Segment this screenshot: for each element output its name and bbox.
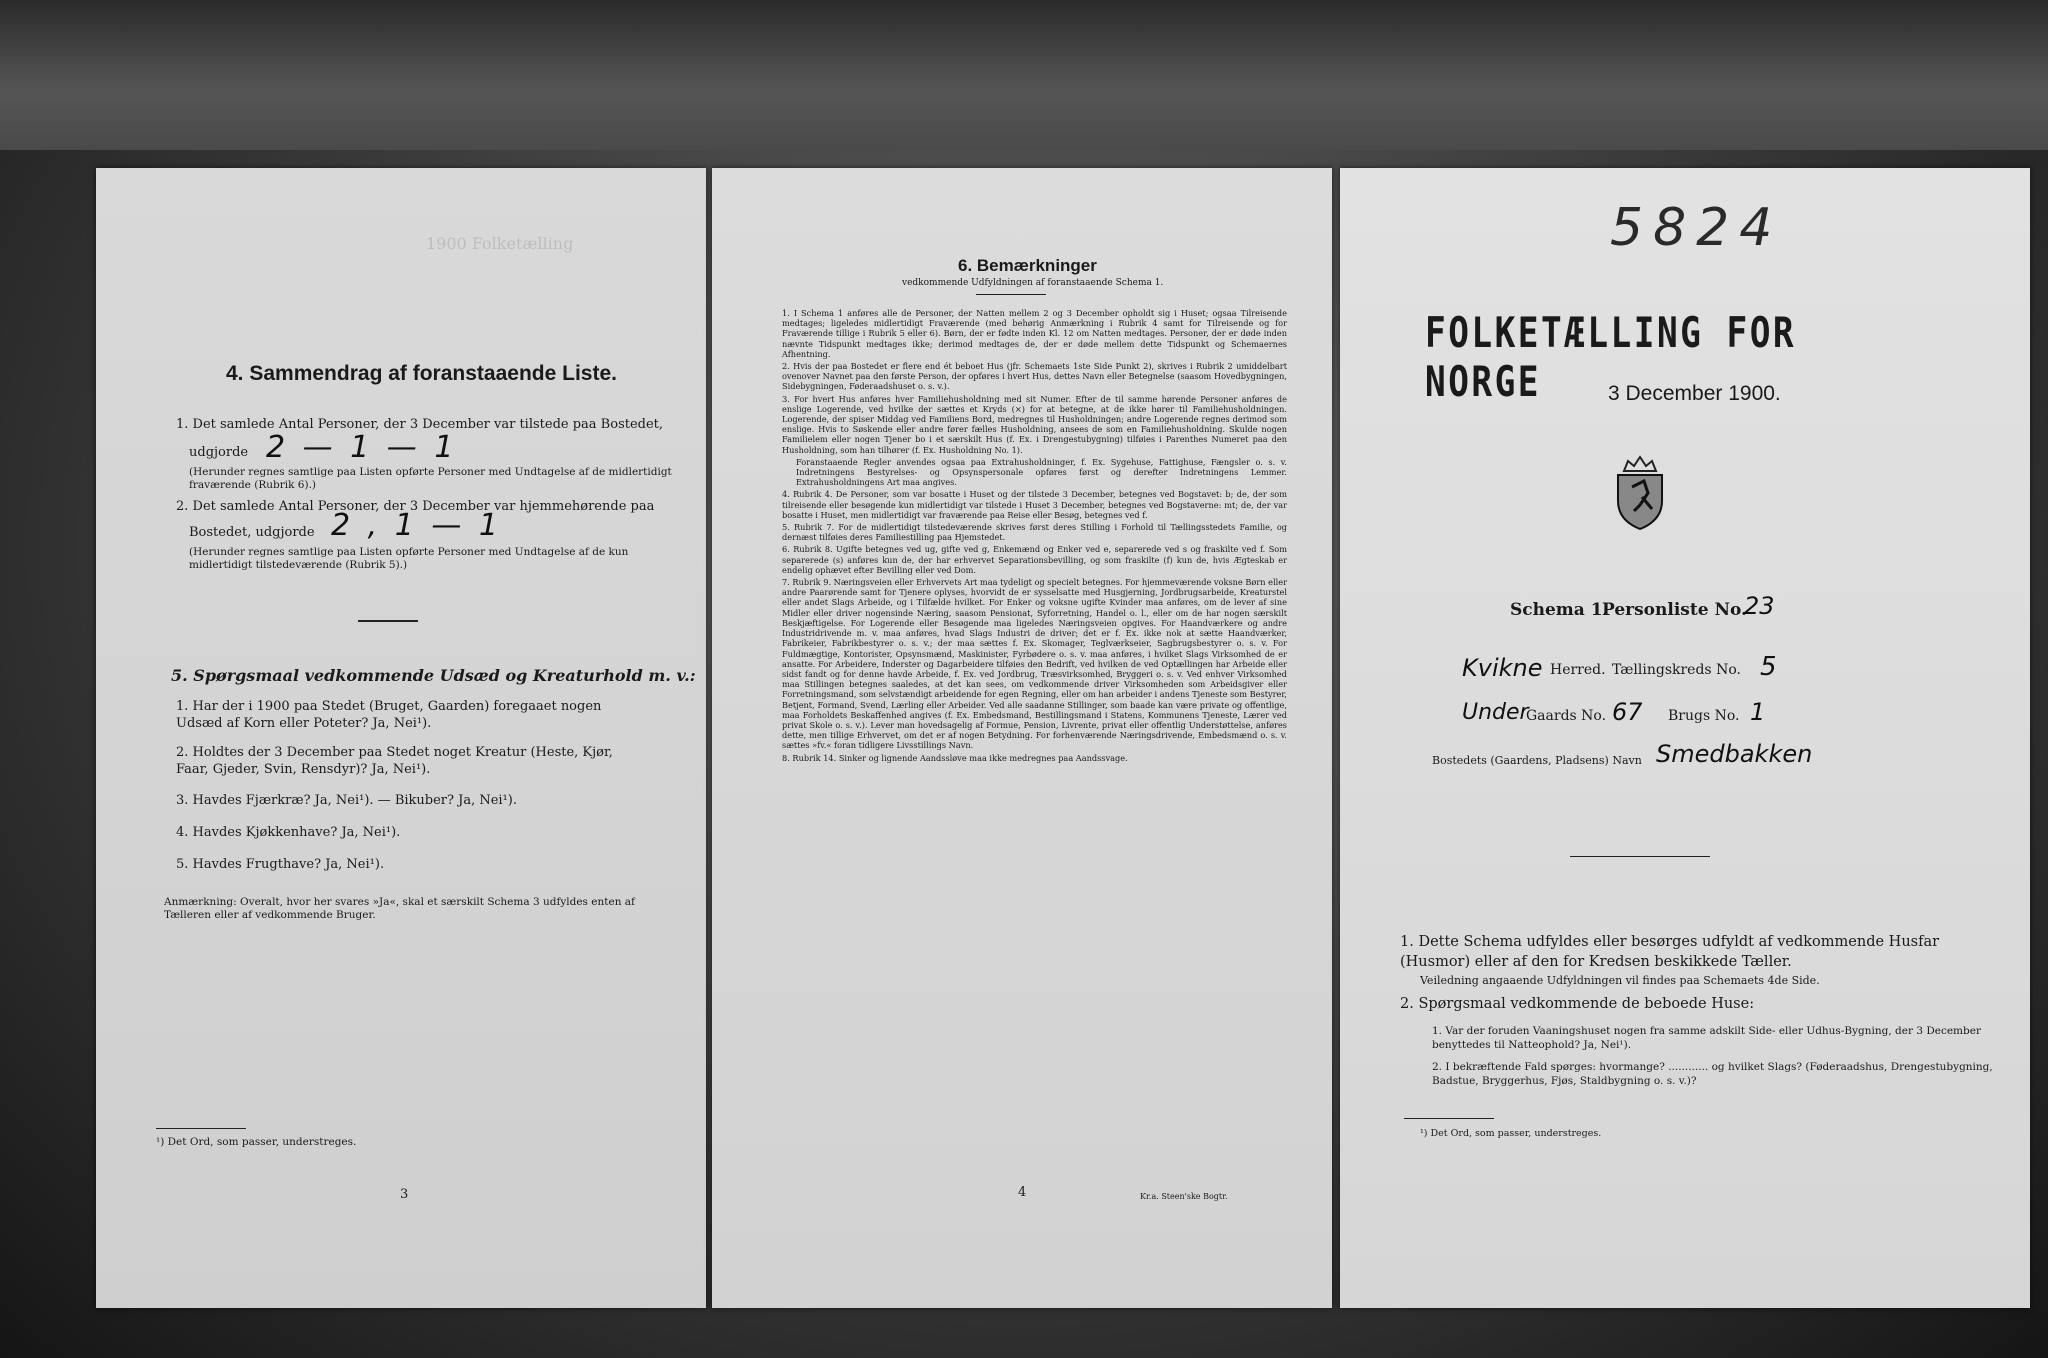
q5-2: 2. Holdtes der 3 December paa Stedet noget Kreatur (Heste, Kjør, Faar, Gjeder, Svin, Rensdyr)? Ja, Nei¹). (176, 745, 613, 777)
faded-header: 1900 Folketælling (426, 234, 574, 253)
herred-written: Kvikne (1462, 654, 1543, 682)
background-band (0, 0, 2048, 150)
q2-text: 2. Det samlede Antal Personer, der 3 December var hjemmehørende paa (176, 499, 655, 514)
bosted-written: Smedbakken (1656, 740, 1813, 768)
footnote-rule (1404, 1118, 1494, 1119)
q5-5: 5. Havdes Frugthave? Ja, Nei¹). (176, 857, 385, 872)
brugs-label: Brugs No. (1668, 708, 1740, 724)
footnote: ¹) Det Ord, som passer, understreges. (156, 1136, 357, 1148)
remarks-title: 6. Bemærkninger (958, 256, 1097, 275)
q1-written-counts: 2 — 1 — 1 (266, 430, 458, 465)
section4-title: 4. Sammendrag af foranstaaende Liste. (226, 362, 617, 385)
brugs-number: 1 (1750, 698, 1766, 726)
page-number: 3 (400, 1187, 409, 1202)
remarks-rule (976, 294, 1046, 295)
remark-paragraph: 2. Hvis der paa Bostedet er flere end ét beboet Hus (jfr. Schemaets 1ste Side Punkt 2), skrives i Rubrik 2 umiddelbart ovenover Navnet paa den første Person, der opføres i hvert Hus, dettes Navn eller Betegnelse (saasom Hovedbygningen, Sidebygningen, Føderaadshuset o. s. v.). (782, 361, 1287, 392)
q5-3: 3. Havdes Fjærkræ? Ja, Nei¹). — Bikuber? Ja, Nei¹). (176, 793, 517, 808)
left-page (96, 168, 706, 1308)
remark-paragraph: 8. Rubrik 14. Sinker og lignende Aandssløve maa ikke medregnes paa Aandssvage. (782, 752, 1128, 763)
remarks-list (782, 308, 1287, 765)
census-date: 3 December 1900. (1608, 382, 1781, 405)
instruction-2-2: 2. I bekræftende Fald spørges: hvormange? ............ og hvilket Slags? (Føderaadshus, Drengestubygning, Badstue, Bryggerhus, Fjøs, Staldbygning o. s. v.)? (1432, 1061, 1993, 1087)
instruction-1: 1. Dette Schema udfyldes eller besørges udfyldt af vedkommende Husfar (Husmor) eller af den for Kredsen beskikkede Tæller. (1400, 934, 1940, 970)
personliste-label: Personliste No. (1602, 600, 1747, 620)
bosted-label: Bostedets (Gaardens, Pladsens) Navn (1432, 754, 1642, 767)
middle-page (712, 168, 1332, 1308)
instruction-2-1: 1. Var der foruden Vaaningshuset nogen fra samme adskilt Side- eller Udhus-Bygning, der 3 December benyttedes til Natteophold? Ja, Nei¹). (1432, 1025, 1981, 1051)
q1-note: (Herunder regnes samtlige paa Listen opførte Personer med Undtagelse af de midlertidigt fraværende (Rubrik 6).) (189, 466, 672, 491)
q2-written-counts: 2 , 1 — 1 (331, 508, 502, 543)
right-page (1340, 168, 2030, 1308)
q5-1: 1. Har der i 1900 paa Stedet (Bruget, Gaarden) foregaaet nogen Udsæd af Korn eller Poteter? Ja, Nei¹). (176, 699, 602, 731)
q1-text: 1. Det samlede Antal Personer, der 3 December var tilstede paa Bostedet, (176, 417, 664, 432)
remarks-subtitle: vedkommende Udfyldningen af foranstaaende Schema 1. (902, 278, 1164, 288)
personliste-number: 23 (1744, 592, 1775, 620)
kreds-label: Tællingskreds No. (1612, 662, 1741, 678)
remark-paragraph: 7. Rubrik 9. Næringsveien eller Erhvervets Art maa tydeligt og specielt betegnes. For hjemmeværende voksne Børn eller andre Paarørende samt for Tjenere oplyses, hvorvidt de er sysselsatte med Husgjerning, Jordbrugsarbeide, Kreaturstel eller andet Slags Arbeide, og i Tilfælde hvilket. For Enker og voksne ugifte Kvinder maa anføres, om de lever af sine Midler eller driver nogensinde Næring, saasom Pensionat, Syforretning, Handel o. l., eller om de har nogen særskilt Beskjæftigelse. For Logerende eller Besøgende maa ligeledes Næringsveien opgives. For Haandværkere og andre Industridrivende m. v. maa anføres, hvad Slags Industri de driver; det er f. Ex. ikke nok at sætte Haandværker, Fabrikeier, Fabrikbestyrer o. s. v.; der maa sættes f. Ex. Skomager, Teglværkseier, Sagbrugsbestyrer o. s. v. For Fuldmægtige, Kontorister, Opsynsmænd, Maskinister, Fyrbødere o. s. v. maa anføres, i hvilket Slags Virksomhed de er ansatte. For Arbeidere, Inderster og Dagarbeidere tilføies den Bedrift, ved hvilken de ved Optællingen har Arbeide eller sidst fandt og for denne havde Arbeide, f. Ex. ved Jordbrug, Træsvirksomhed, Bryggeri o. s. v. Ved enhver Virksomhed maa Stillingen betegnes saaledes, at det kan sees, om vedkommende driver Virksomheden som Arbeidsgiver eller Forretningsmand, som selvstændigt arbeidende for egen Regning, eller om han arbeider i andens Tjeneste som Bestyrer, Betjent, Formand, Svend, Lærling eller Arbeider. Ved alle saadanne Stillinger, som baade kan være private og offentlige, maa Forholdets Beskaffenhed angives (f. Ex. Embedsmand, Bestillingsmand i Statens, Kommunens Tjeneste, Lærer ved privat Skole o. s. v.). Lever man hovedsagelig af Formue, Pension, Livrente, privat eller offentlig Understøttelse, anføres dette, men tillige Erhvervet, om det er af nogen Betydning. For forhenværende Næringsdrivende, Embedsmænd o. s. v. sættes »fv.« foran tidligere Livsstillings Navn. (782, 577, 1287, 751)
remark-paragraph: Foranstaaende Regler anvendes ogsaa paa Extrahusholdninger, f. Ex. Sygehuse, Fattighuse, Fængsler o. s. v. Indretningens Bestyrelses- og Opsynspersonale opføres først og derefter Indretningens Lemmer. Extrahusholdningens Art maa angives. (796, 456, 1287, 488)
q5-4: 4. Havdes Kjøkkenhave? Ja, Nei¹). (176, 825, 401, 840)
herred-label: Herred. (1550, 662, 1606, 678)
anmerkning: Anmærkning: Overalt, hvor her svares »Ja«, skal et særskilt Schema 3 udfyldes enten af Tælleren eller af vedkommende Bruger. (164, 896, 635, 921)
instruction-2: 2. Spørgsmaal vedkommende de beboede Huse: (1400, 996, 1755, 1012)
divider (358, 620, 418, 622)
q2-udgjorde: Bostedet, udgjorde (189, 525, 315, 540)
gaards-label: Gaards No. (1526, 708, 1607, 724)
instruction-1-note: Veiledning angaaende Udfyldningen vil findes paa Schemaets 4de Side. (1420, 974, 1820, 987)
q2-note: (Herunder regnes samtlige paa Listen opførte Personer med Undtagelse af de kun midlertidigt tilstedeværende (Rubrik 5).) (189, 546, 629, 571)
printer-mark: Kr.a. Steen'ske Bogtr. (1140, 1192, 1228, 1201)
remark-paragraph: 4. Rubrik 4. De Personer, som var bosatte i Huset og der tilstede 3 December, betegnes ved Bogstavet: b; de, der som tilreisende eller besøgende kun midlertidigt var tilstede i Huset 3 December, betegnes ved Bogstaverne: mt; de, der var bosatte i Huset, men midlertidigt var fraværende paa Reise eller Besøg, betegnes ved f. (782, 489, 1287, 520)
remark-paragraph: 1. I Schema 1 anføres alle de Personer, der Natten mellem 2 og 3 December opholdt sig i Huset; ogsaa Tilreisende medtages; ligeledes midlertidigt Fraværende (med behørig Anmærkning i Rubrik 4 samt for Tilreisende og for Fraværende tillige i Rubrik 5 eller 6). Børn, der er fødte inden Kl. 12 om Natten medtages. Personer, der er døde inden nævnte Tidspunkt medtages ikke; derimod medtages de, der er døde mellem dette Tidspunkt og Schemaernes Afhentning. (782, 308, 1287, 359)
footnote-rule (156, 1128, 246, 1129)
schema-label: Schema 1. (1510, 600, 1609, 620)
main-title: FOLKETÆLLING FOR NORGE (1425, 308, 1797, 406)
remark-paragraph: 6. Rubrik 8. Ugifte betegnes ved ug, gifte ved g, Enkemænd og Enker ved e, separerede ved s og fraskilte ved f. Som separerede (s) anføres kun de, der har erhvervet Separationsbevilling, og som fraskilte (f) kun de, hvis Ægteskab er endelig ophævet efter Bevilling eller ved Dom. (782, 544, 1287, 575)
q1-udgjorde: udgjorde (189, 445, 249, 460)
remark-paragraph: 5. Rubrik 7. For de midlertidigt tilstedeværende skrives først deres Stilling i Forhold til Tællingsstedets Familie, og dernæst tilføies deres Familiestilling paa Hjemstedet. (782, 522, 1287, 543)
ornament-rule (1570, 856, 1710, 857)
coat-of-arms-icon (1610, 453, 1670, 531)
section5-title: 5. Spørgsmaal vedkommende Udsæd og Kreaturhold m. v.: (171, 666, 696, 685)
under-written: Under (1462, 700, 1529, 725)
archive-number: 5824 (1610, 198, 1783, 258)
gaards-number: 67 (1612, 698, 1643, 726)
kreds-number: 5 (1760, 652, 1777, 682)
page-number: 4 (1018, 1185, 1027, 1200)
remark-paragraph: 3. For hvert Hus anføres hver Familiehusholdning med sit Numer. Efter de til samme hørende Personer anføres de enslige Logerende, ved hvilke der sættes et Kryds (×) for at betegne, at de ikke hører til Familiehusholdningen. Logerende, der spiser Middag ved Familiens Bord, medregnes til Husholdningen; andre Logerende regnes derimod som enslige. Hvis to Søskende eller andre fører fælles Husholdning, ansees de som en Familiehusholdning. Skulde nogen Familielem eller nogen Tjener bo i et særskilt Hus (f. Ex. i Drengestubygning) tilføies i Parenthes Numeret paa den Husholdning, som han tilhører (f. Ex. Husholdning No. 1). (782, 393, 1287, 455)
footnote: ¹) Det Ord, som passer, understreges. (1420, 1128, 1602, 1139)
